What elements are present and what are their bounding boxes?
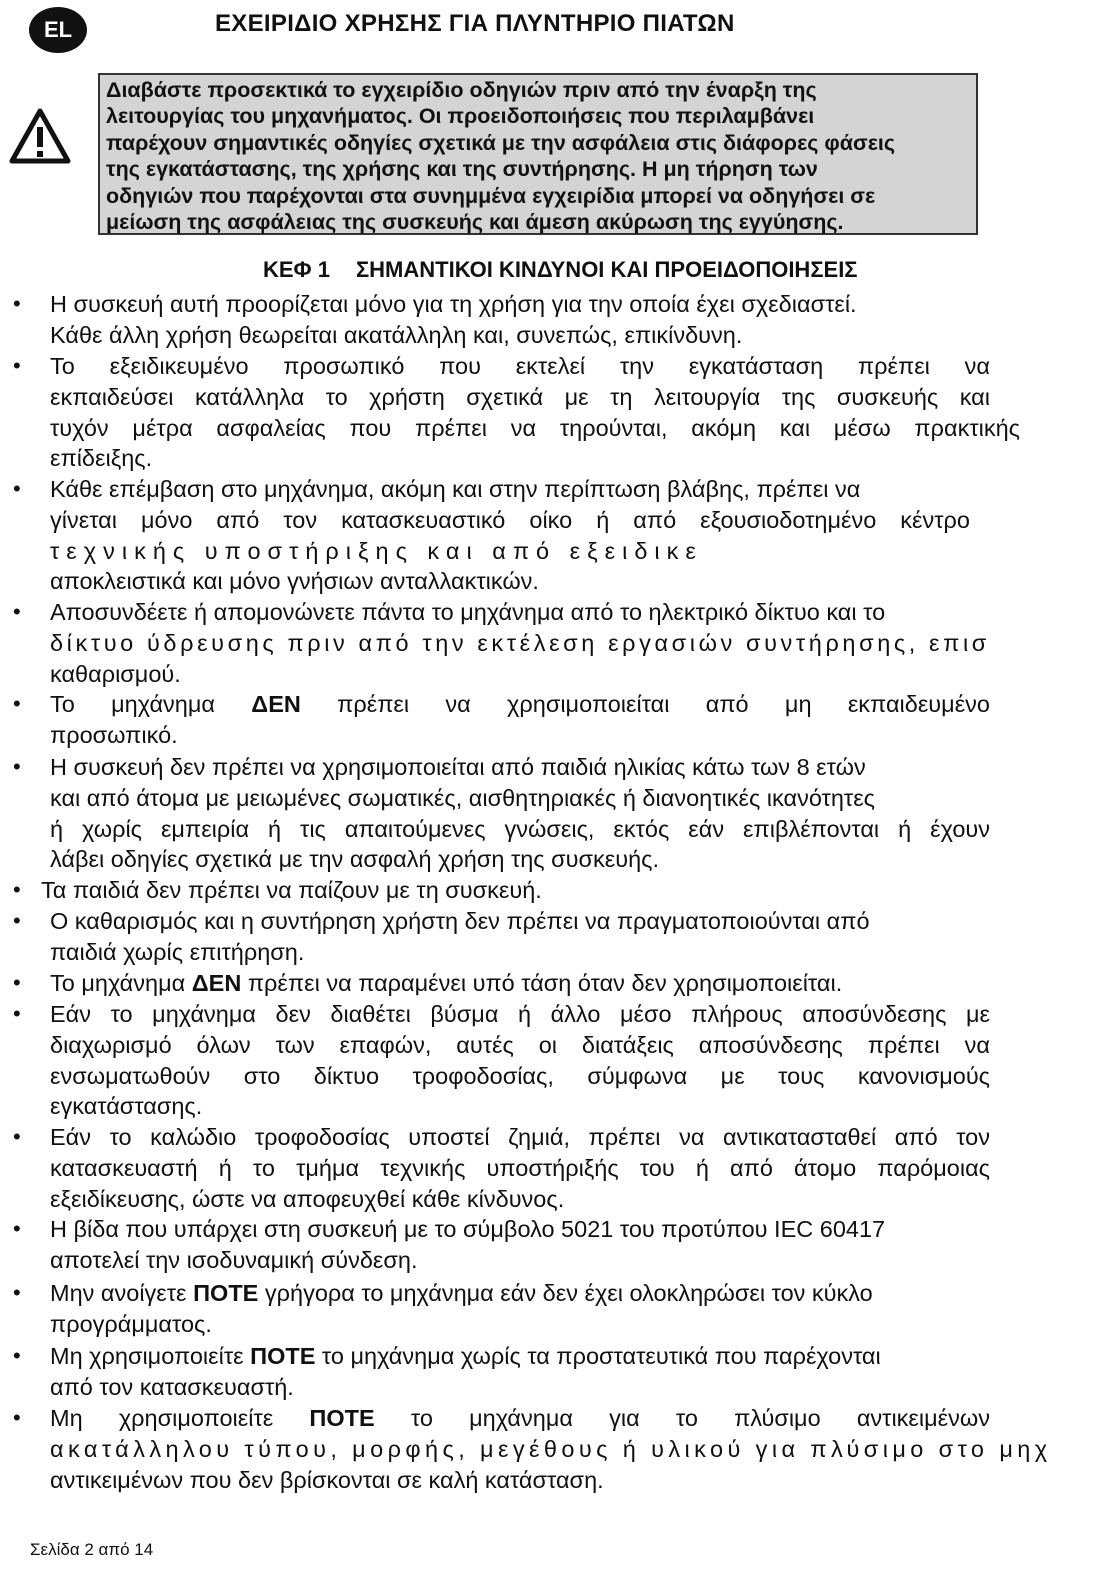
warning-line: της εγκατάστασης, της χρήσης και της συντήρησης. Η μη τήρηση των: [106, 157, 818, 182]
item-line: αποτελεί την ισοδυναμική σύνδεση.: [50, 1246, 418, 1273]
item-line: εκπαιδεύσει κατάλληλα το χρήστη σχετικά με τη λειτουργία της συσκευής και: [50, 383, 990, 410]
warning-line: λειτουργίας του μηχανήματος. Οι προειδοποιήσεις που περιλαμβάνει: [106, 104, 815, 129]
language-badge: EL: [29, 7, 87, 53]
item-line: τεχνικής υποστήριξης και από εξειδικε: [50, 537, 703, 564]
item-line: Αποσυνδέετε ή απομονώνετε πάντα το μηχάνημα από το ηλεκτρικό δίκτυο και το: [50, 599, 886, 625]
bullet-icon: •: [13, 599, 21, 624]
emphasis-text: ΔΕΝ: [191, 970, 242, 996]
item-line: και από άτομα με μειωμένες σωματικές, αισθητηριακές ή διανοητικές ικανότητες: [50, 784, 875, 811]
item-line: λάβει οδηγίες σχετικά με την ασφαλή χρήση της συσκευής.: [50, 846, 660, 873]
bullet-icon: •: [13, 908, 21, 933]
item-line: γίνεται μόνο από τον κατασκευαστικό οίκο ή από εξουσιοδοτημένο κέντρο: [50, 506, 970, 533]
document-title: ΕΧΕΙΡΙΔΙΟ ΧΡΗΣΗΣ ΓΙΑ ΠΛΥΝΤΗΡΙΟ ΠΙΑΤΩΝ: [215, 10, 735, 37]
emphasis-text: ΠΟΤΕ: [250, 1343, 316, 1369]
item-line: ακατάλληλου τύπου, μορφής, μεγέθους ή υλικού για πλύσιμο στο μηχ: [50, 1435, 1052, 1462]
item-line: Η συσκευή δεν πρέπει να χρησιμοποιείται από παιδιά ηλικίας κάτω των 8 ετών: [50, 754, 866, 780]
chapter-title: ΣΗΜΑΝΤΙΚΟΙ ΚΙΝΔΥΝΟΙ ΚΑΙ ΠΡΟΕΙΔΟΠΟΙΗΣΕΙΣ: [355, 257, 858, 282]
item-line: Η συσκευή αυτή προορίζεται μόνο για τη χρήση για την οποία έχει σχεδιαστεί.: [50, 291, 857, 317]
item-line: Η βίδα που υπάρχει στη συσκευή με το σύμβολο 5021 του προτύπου IEC 60417: [50, 1216, 886, 1242]
bullet-icon: •: [13, 1405, 21, 1430]
item-line: Μη χρησιμοποιείτε ΠΟΤΕ το μηχάνημα για το πλύσιμο αντικειμένων: [50, 1405, 990, 1431]
item-line: εξειδίκευσης, ώστε να αποφευχθεί κάθε κίνδυνος.: [50, 1185, 565, 1212]
item-line: Εάν το καλώδιο τροφοδοσίας υποστεί ζημιά, πρέπει να αντικατασταθεί από τον: [50, 1124, 990, 1150]
item-line: διαχωρισμό όλων των επαφών, αυτές οι διατάξεις αποσύνδεσης πρέπει να: [50, 1031, 990, 1058]
bullet-icon: •: [13, 754, 21, 779]
item-line: Το μηχάνημα ΔΕΝ πρέπει να χρησιμοποιείται από μη εκπαιδευμένο: [50, 691, 990, 717]
bullet-icon: •: [13, 1216, 21, 1241]
warning-line: Διαβάστε προσεκτικά το εγχειρίδιο οδηγιών πριν από την έναρξη της: [106, 78, 817, 102]
chapter-heading: [263, 257, 858, 283]
bullet-icon: •: [13, 1280, 21, 1305]
item-line: ενσωματωθούν στο δίκτυο τροφοδοσίας, σύμφωνα με τους κανονισμούς: [50, 1062, 990, 1089]
item-line: Το εξειδικευμένο προσωπικό που εκτελεί την εγκατάσταση πρέπει να: [50, 353, 990, 379]
warning-line: οδηγιών που παρέχονται στα συνημμένα εγχειρίδια μπορεί να οδηγήσει σε: [106, 183, 876, 208]
bullet-icon: •: [13, 291, 21, 316]
item-line: ή χωρίς εμπειρία ή τις απαιτούμενες γνώσεις, εκτός εάν επιβλέπονται ή έχουν: [50, 815, 990, 842]
item-line: Εάν το μηχάνημα δεν διαθέτει βύσμα ή άλλο μέσο πλήρους αποσύνδεσης με: [50, 1001, 990, 1027]
item-line: προγράμματος.: [50, 1310, 212, 1337]
item-line: Μη χρησιμοποιείτε ΠΟΤΕ το μηχάνημα χωρίς τα προστατευτικά που παρέχονται: [50, 1343, 881, 1369]
bullet-icon: •: [13, 476, 21, 501]
bullet-icon: •: [13, 1343, 21, 1368]
warning-line: μείωση της ασφάλειας της συσκευής και άμεση ακύρωση της εγγύησης.: [106, 210, 844, 235]
chapter-number: ΚΕΦ 1: [263, 257, 330, 282]
bullet-icon: •: [13, 1001, 21, 1026]
item-line: εγκατάστασης.: [50, 1093, 203, 1120]
emphasis-text: ΠΟΤΕ: [193, 1280, 259, 1306]
item-line: καθαρισμού.: [50, 660, 181, 687]
emphasis-text: ΔΕΝ: [251, 691, 301, 717]
item-line: παιδιά χωρίς επιτήρηση.: [50, 938, 305, 965]
item-line: Τα παιδιά δεν πρέπει να παίζουν με τη συσκευή.: [41, 877, 542, 903]
warning-triangle-icon: [8, 107, 72, 165]
bullet-icon: •: [13, 691, 21, 716]
item-line: επίδειξης.: [50, 445, 153, 472]
item-line: δίκτυο ύδρευσης πριν από την εκτέλεση εργασιών συντήρησης, επισ: [50, 629, 990, 656]
item-line: Το μηχάνημα ΔΕΝ πρέπει να παραμένει υπό τάση όταν δεν χρησιμοποιείται.: [50, 970, 843, 996]
warning-notice-box: [98, 73, 978, 235]
emphasis-text: ΠΟΤΕ: [309, 1405, 375, 1431]
item-line: αποκλειστικά και μόνο γνήσιων ανταλλακτικών.: [50, 568, 539, 595]
item-line: κατασκευαστή ή το τμήμα τεχνικής υποστήριξής του ή από άτομο παρόμοιας: [50, 1154, 990, 1181]
item-line: Ο καθαρισμός και η συντήρηση χρήστη δεν πρέπει να πραγματοποιούνται από: [50, 908, 870, 934]
item-line: τυχόν μέτρα ασφαλείας που πρέπει να τηρούνται, ακόμη και μέσω πρακτικής: [50, 414, 1020, 441]
item-line: προσωπικό.: [50, 721, 178, 748]
item-line: Μην ανοίγετε ΠΟΤΕ γρήγορα το μηχάνημα εάν δεν έχει ολοκληρώσει τον κύκλο: [50, 1280, 873, 1306]
bullet-icon: •: [13, 1124, 21, 1149]
bullet-icon: •: [13, 877, 21, 902]
bullet-icon: •: [13, 353, 21, 378]
warning-line: παρέχουν σημαντικές οδηγίες σχετικά με την ασφάλεια στις διάφορες φάσεις: [106, 130, 896, 155]
item-line: αντικειμένων που δεν βρίσκονται σε καλή κατάσταση.: [50, 1466, 604, 1493]
page-number: Σελίδα 2 από 14: [30, 1540, 154, 1559]
bullet-icon: •: [13, 970, 21, 995]
item-line: από τον κατασκευαστή.: [50, 1373, 294, 1400]
item-line: Κάθε επέμβαση στο μηχάνημα, ακόμη και στην περίπτωση βλάβης, πρέπει να: [50, 476, 861, 502]
item-line: Κάθε άλλη χρήση θεωρείται ακατάλληλη και, συνεπώς, επικίνδυνη.: [50, 321, 743, 348]
